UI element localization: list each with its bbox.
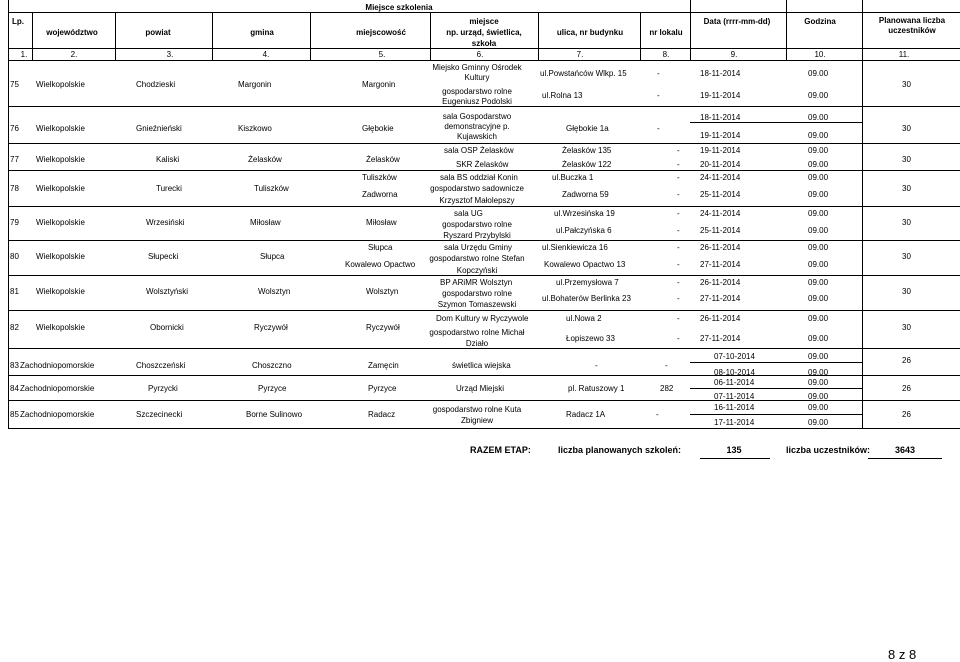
row-data: 19-11-2014 — [700, 131, 741, 140]
row-ulica: Żelasków 122 — [562, 160, 612, 169]
row-miejsce: Urząd Miejski — [456, 384, 505, 393]
row-godzina: 09.00 — [808, 131, 829, 140]
row-godzina: 09.00 — [808, 91, 829, 100]
row-godzina: 09.00 — [808, 69, 829, 78]
summary-szkolen-label: liczba planowanych szkoleń: — [558, 445, 682, 455]
row-miejscowosc: Radacz — [368, 410, 396, 419]
row-miejsce: gospodarstwo rolne — [442, 220, 512, 229]
row-godzina: 09.00 — [808, 113, 829, 122]
colnum-7: 7. — [576, 50, 584, 59]
header-miejscowosc: miejscowość — [356, 28, 406, 37]
row-lp: 85 — [10, 410, 19, 419]
row-miejsce: gospodarstwo rolne — [442, 87, 512, 96]
row-powiat: Obornicki — [150, 323, 184, 332]
row-powiat: Wolsztyński — [146, 287, 189, 296]
row-godzina: 09.00 — [808, 314, 829, 323]
row-miejscowosc: Wolsztyn — [366, 287, 399, 296]
row-miejsce: Kultury — [464, 73, 490, 82]
row-gmina: Miłosław — [250, 218, 281, 227]
colnum-4: 4. — [262, 50, 270, 59]
header-planowana-2: uczestników — [888, 26, 936, 35]
row-data: 07-10-2014 — [714, 352, 755, 361]
row-wojewodztwo: Wielkopolskie — [36, 80, 85, 89]
summary-szkolen-value: 135 — [726, 445, 742, 455]
row-miejsce: sala BS oddział Konin — [440, 173, 518, 182]
row-miejsce: Zbigniew — [460, 416, 493, 425]
colnum-10: 10. — [814, 50, 826, 59]
row-miejscowosc: Żelasków — [366, 155, 400, 164]
row-godzina: 09.00 — [808, 378, 829, 387]
colnum-1: 1. — [20, 50, 28, 59]
row-uczestnicy: 30 — [902, 124, 911, 133]
row-lp: 75 — [10, 80, 19, 89]
row-powiat: Turecki — [156, 184, 182, 193]
row-lokal: - — [677, 160, 680, 169]
row-godzina: 09.00 — [808, 146, 829, 155]
header-lokal: nr lokalu — [649, 28, 683, 37]
row-powiat: Kaliski — [156, 155, 180, 164]
row-lp: 77 — [10, 155, 19, 164]
row-wojewodztwo: Wielkopolskie — [36, 323, 85, 332]
row-uczestnicy: 30 — [902, 155, 911, 164]
row-miejsce: świetlica wiejska — [452, 361, 511, 370]
row-lp: 80 — [10, 252, 19, 261]
header-wojewodztwo: województwo — [46, 28, 98, 37]
row-ulica: ul.Bohaterów Berlinka 23 — [542, 294, 631, 303]
row-data: 24-11-2014 — [700, 173, 741, 182]
row-data: 24-11-2014 — [700, 209, 741, 218]
row-data: 18-11-2014 — [700, 113, 741, 122]
row-miejscowosc: Zadworna — [362, 190, 398, 199]
row-uczestnicy: 30 — [902, 218, 911, 227]
row-lokal: - — [657, 124, 660, 133]
row-lokal: - — [656, 410, 659, 419]
header-miejsce-2: np. urząd, świetlica, — [446, 28, 522, 37]
row-wojewodztwo: Wielkopolskie — [36, 252, 85, 261]
row-ulica: - — [595, 361, 598, 370]
row-miejsce: SKR Żelasków — [456, 160, 509, 169]
row-wojewodztwo: Wielkopolskie — [36, 287, 85, 296]
row-godzina: 09.00 — [808, 226, 829, 235]
row-godzina: 09.00 — [808, 368, 829, 377]
row-lokal: - — [657, 69, 660, 78]
row-lokal: - — [677, 294, 680, 303]
row-godzina: 09.00 — [808, 392, 829, 401]
row-lokal: - — [677, 334, 680, 343]
row-data: 26-11-2014 — [700, 243, 741, 252]
row-data: 08-10-2014 — [714, 368, 755, 377]
row-godzina: 09.00 — [808, 209, 829, 218]
row-ulica: ul.Wrzesińska 19 — [554, 209, 615, 218]
header-planowana-1: Planowana liczba — [878, 16, 946, 25]
row-data: 27-11-2014 — [700, 294, 741, 303]
row-miejsce: gospodarstwo rolne Kuta — [432, 405, 522, 414]
row-miejsce: Dom Kultury w Ryczywole — [436, 314, 529, 323]
row-powiat: Wrzesiński — [146, 218, 185, 227]
header-group-line — [8, 12, 960, 13]
colnum-bottom-line — [8, 60, 960, 61]
header-data: Data (rrrr-mm-dd) — [703, 17, 771, 26]
row-miejsce: Kopczyński — [456, 266, 498, 275]
row-lp: 81 — [10, 287, 19, 296]
row-miejsce: Szymon Tomaszewski — [437, 300, 517, 309]
summary-uczestnikow-value: 3643 — [894, 445, 916, 455]
row-lokal: - — [677, 209, 680, 218]
row-lp: 84 — [10, 384, 19, 393]
row-data: 25-11-2014 — [700, 226, 741, 235]
row-ulica: Radacz 1A — [566, 410, 606, 419]
row-ulica: ul.Pałczyńska 6 — [556, 226, 612, 235]
row-miejscowosc: Pyrzyce — [368, 384, 397, 393]
row-wojewodztwo: Wielkopolskie — [36, 124, 85, 133]
row-miejsce: demonstracyjne p. — [444, 122, 510, 131]
row-ulica: Zadworna 59 — [562, 190, 609, 199]
row-powiat: Choszczeński — [136, 361, 186, 370]
row-wojewodztwo: Wielkopolskie — [36, 155, 85, 164]
row-wojewodztwo: Wielkopolskie — [36, 218, 85, 227]
row-lokal: - — [677, 243, 680, 252]
row-miejsce: sala UG — [454, 209, 483, 218]
row-lokal: - — [657, 91, 660, 100]
row-data: 27-11-2014 — [700, 260, 741, 269]
row-miejsce: Działo — [465, 339, 489, 348]
header-ulica: ulica, nr budynku — [556, 28, 624, 37]
header-powiat: powiat — [145, 28, 171, 37]
header-lp: Lp. — [12, 17, 24, 26]
summary-uczestnikow-label: liczba uczestników: — [786, 445, 871, 455]
row-miejscowosc: Słupca — [368, 243, 393, 252]
row-ulica: pl. Ratuszowy 1 — [568, 384, 625, 393]
row-gmina: Kiszkowo — [238, 124, 272, 133]
row-ulica: Głębokie 1a — [566, 124, 609, 133]
row-uczestnicy: 30 — [902, 184, 911, 193]
row-lp: 78 — [10, 184, 19, 193]
row-ulica: Kowalewo Opactwo 13 — [544, 260, 626, 269]
row-gmina: Słupca — [260, 252, 285, 261]
page-number: 8 z 8 — [888, 647, 917, 662]
row-godzina: 09.00 — [808, 243, 829, 252]
row-wojewodztwo: Wielkopolskie — [36, 184, 85, 193]
colnum-3: 3. — [166, 50, 174, 59]
row-lokal: - — [677, 260, 680, 269]
row-miejsce: sala Gospodarstwo — [442, 112, 512, 121]
row-gmina: Tuliszków — [254, 184, 289, 193]
row-wojewodztwo: Zachodniopomorskie — [20, 361, 95, 370]
row-miejsce: gospodarstwo sadownicze — [430, 184, 524, 193]
row-miejscowosc: Margonin — [362, 80, 396, 89]
header-miejsce-1: miejsce — [469, 17, 499, 26]
row-godzina: 09.00 — [808, 352, 829, 361]
row-ulica: ul.Przemysłowa 7 — [556, 278, 619, 287]
row-lp: 76 — [10, 124, 19, 133]
row-data: 26-11-2014 — [700, 278, 741, 287]
row-miejsce: sala Urzędu Gminy — [444, 243, 513, 252]
row-miejsce: gospodarstwo rolne Stefan — [429, 254, 525, 263]
row-powiat: Chodzieski — [136, 80, 176, 89]
row-miejscowosc: Ryczywół — [366, 323, 400, 332]
header-godzina: Godzina — [804, 17, 836, 26]
row-powiat: Pyrzycki — [148, 384, 178, 393]
colnum-11: 11. — [898, 50, 910, 59]
row-lokal: - — [677, 173, 680, 182]
row-data: 06-11-2014 — [714, 378, 755, 387]
row-uczestnicy: 26 — [902, 410, 911, 419]
row-miejscowosc: Głębokie — [362, 124, 394, 133]
colnum-2: 2. — [70, 50, 78, 59]
row-data: 17-11-2014 — [714, 418, 755, 427]
row-uczestnicy: 26 — [902, 384, 911, 393]
row-miejsce: gospodarstwo rolne — [442, 289, 512, 298]
row-wojewodztwo: Zachodniopomorskie — [20, 384, 95, 393]
row-gmina: Żelasków — [248, 155, 282, 164]
row-lokal: - — [665, 361, 668, 370]
row-data: 19-11-2014 — [700, 146, 741, 155]
row-powiat: Gnieźnieński — [136, 124, 182, 133]
colnum-9: 9. — [730, 50, 738, 59]
row-miejsce: Ryszard Przybylski — [443, 231, 511, 240]
row-miejsce: Kujawskich — [456, 132, 497, 141]
row-lokal: - — [677, 146, 680, 155]
row-data: 19-11-2014 — [700, 91, 741, 100]
row-uczestnicy: 30 — [902, 323, 911, 332]
header-bottom-line — [8, 48, 960, 49]
row-gmina: Borne Sulinowo — [246, 410, 303, 419]
row-powiat: Szczecinecki — [136, 410, 183, 419]
row-godzina: 09.00 — [808, 403, 829, 412]
row-godzina: 09.00 — [808, 418, 829, 427]
row-ulica: ul.Powstańców Wlkp. 15 — [540, 69, 627, 78]
header-miejsce-3: szkoła — [471, 39, 497, 48]
row-miejsce: Krzysztof Małolepszy — [439, 196, 515, 205]
row-lokal: - — [677, 190, 680, 199]
row-lokal: - — [677, 226, 680, 235]
row-ulica: ul.Sienkiewicza 16 — [542, 243, 608, 252]
row-godzina: 09.00 — [808, 190, 829, 199]
row-data: 16-11-2014 — [714, 403, 755, 412]
row-wojewodztwo: Zachodniopomorskie — [20, 410, 95, 419]
header-gmina: gmina — [250, 28, 274, 37]
row-data: 27-11-2014 — [700, 334, 741, 343]
row-godzina: 09.00 — [808, 173, 829, 182]
row-ulica: ul.Nowa 2 — [566, 314, 602, 323]
row-miejscowosc: Zamęcin — [368, 361, 399, 370]
row-godzina: 09.00 — [808, 160, 829, 169]
row-gmina: Pyrzyce — [258, 384, 287, 393]
row-lokal: 282 — [660, 384, 674, 393]
row-miejsce: BP ARiMR Wolsztyn — [440, 278, 513, 287]
row-lokal: - — [677, 278, 680, 287]
row-uczestnicy: 30 — [902, 80, 911, 89]
row-uczestnicy: 30 — [902, 287, 911, 296]
row-uczestnicy: 26 — [902, 356, 911, 365]
row-ulica: Żelasków 135 — [562, 146, 612, 155]
row-powiat: Słupecki — [148, 252, 179, 261]
row-data: 18-11-2014 — [700, 69, 741, 78]
row-ulica: Łopiszewo 33 — [566, 334, 615, 343]
row-miejscowosc: Miłosław — [366, 218, 397, 227]
row-gmina: Choszczno — [252, 361, 292, 370]
row-lp: 82 — [10, 323, 19, 332]
row-miejsce: sala OSP Żelasków — [444, 146, 514, 155]
row-gmina: Ryczywół — [254, 323, 288, 332]
row-data: 26-11-2014 — [700, 314, 741, 323]
row-lp: 79 — [10, 218, 19, 227]
row-data: 07-11-2014 — [714, 392, 755, 401]
row-lokal: - — [677, 314, 680, 323]
row-data: 20-11-2014 — [700, 160, 741, 169]
colnum-8: 8. — [662, 50, 670, 59]
row-gmina: Margonin — [238, 80, 272, 89]
row-ulica: ul.Buczka 1 — [552, 173, 594, 182]
row-miejsce: gospodarstwo rolne Michał — [429, 328, 525, 337]
colnum-5: 5. — [378, 50, 386, 59]
row-lp: 83 — [10, 361, 19, 370]
colnum-6: 6. — [476, 50, 484, 59]
row-godzina: 09.00 — [808, 334, 829, 343]
row-miejsce: Eugeniusz Podolski — [442, 97, 512, 106]
summary-label: RAZEM ETAP: — [470, 445, 531, 455]
row-miejsce: Miejsko Gminny Ośrodek — [432, 63, 522, 72]
row-miejscowosc: Kowalewo Opactwo — [345, 260, 416, 269]
row-data: 25-11-2014 — [700, 190, 741, 199]
row-godzina: 09.00 — [808, 278, 829, 287]
row-gmina: Wolsztyn — [258, 287, 291, 296]
header-group-title: Miejsce szkolenia — [365, 3, 433, 12]
row-ulica: ul.Rolna 13 — [542, 91, 583, 100]
row-miejscowosc: Tuliszków — [362, 173, 397, 182]
row-godzina: 09.00 — [808, 260, 829, 269]
row-godzina: 09.00 — [808, 294, 829, 303]
row-uczestnicy: 30 — [902, 252, 911, 261]
